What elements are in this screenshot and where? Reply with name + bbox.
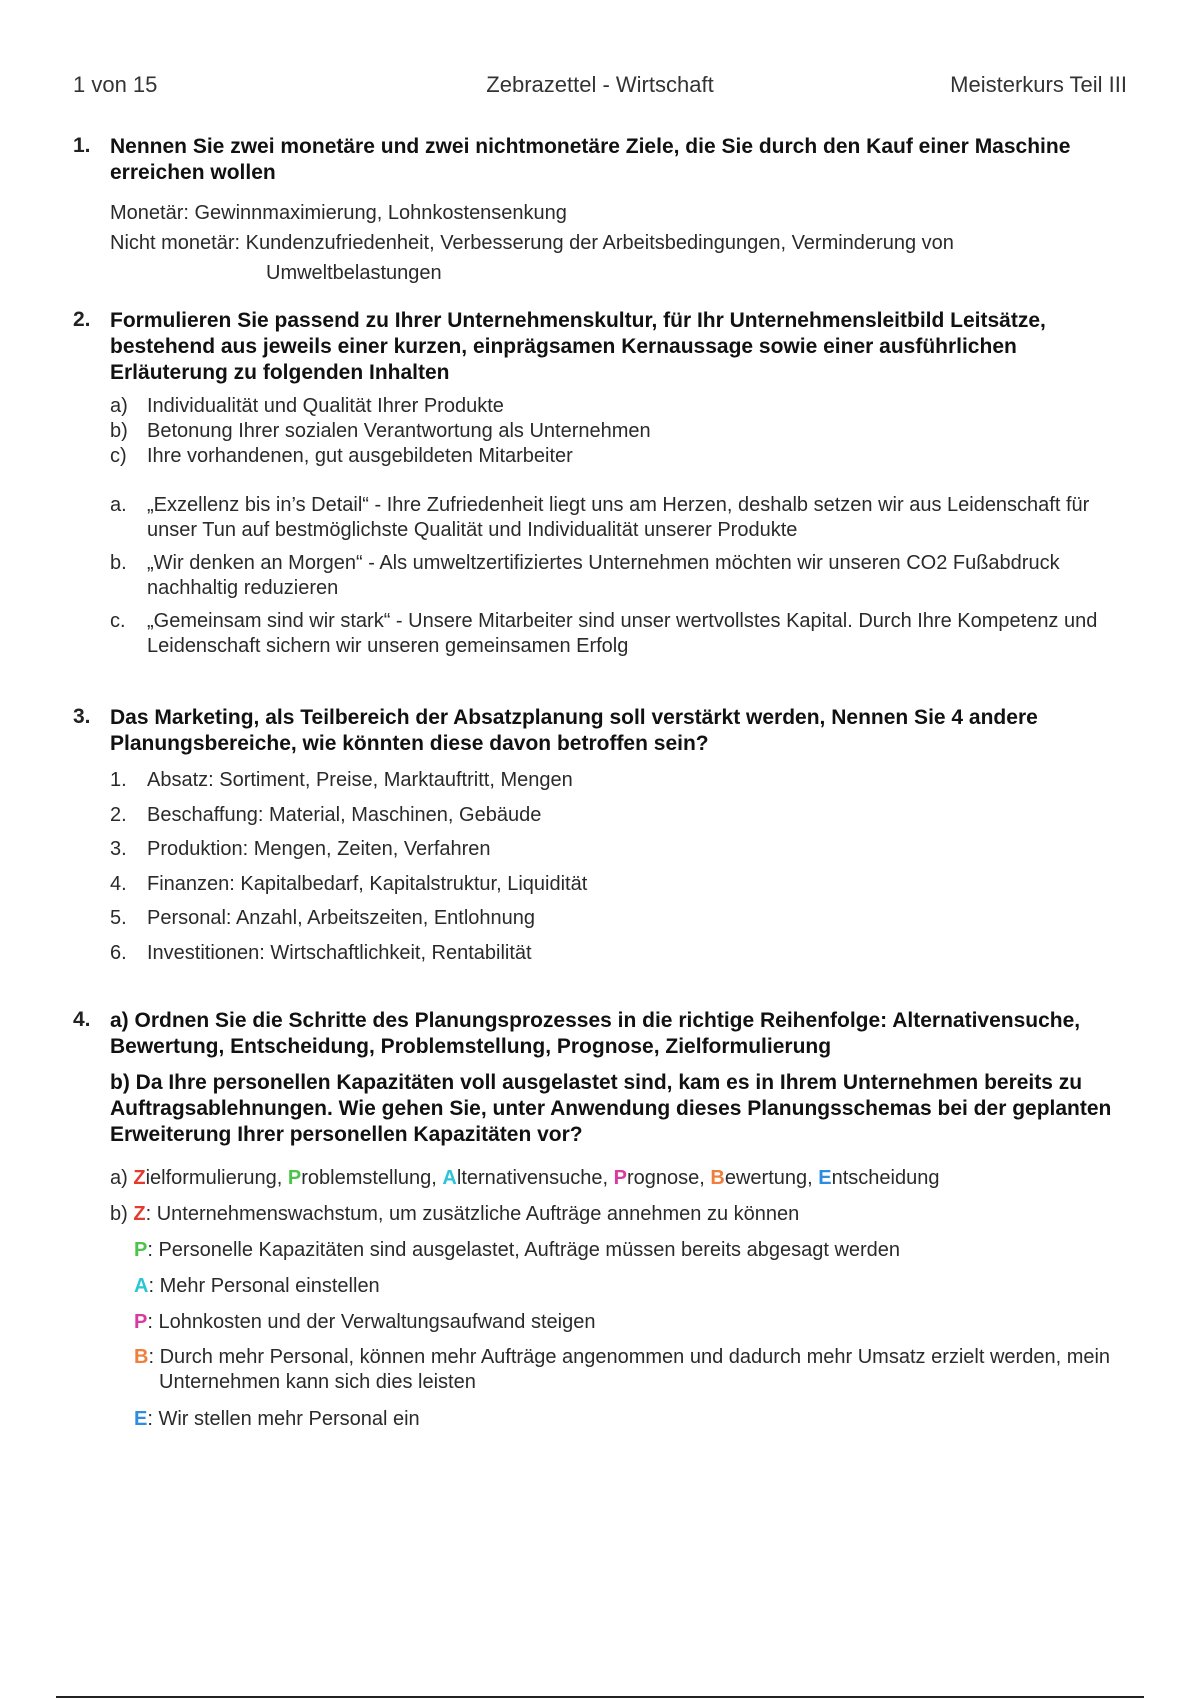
question-text-a: a) Ordnen Sie die Schritte des Planungsprozesses in die richtige Reihenfolge: Alternativensuche, Bewertung, Entscheidung, Problemstellung, Prognose, Zielformulierung	[110, 1009, 1081, 1058]
question-1	[73, 134, 1133, 288]
list-item: b) Betonung Ihrer sozialen Verantwortung als Unternehmen	[110, 420, 651, 442]
list-item: a. „Exzellenz bis in’s Detail“ - Ihre Zufriedenheit liegt uns am Herzen, deshalb setzen wir aus Leidenschaft für unser Tun auf bestmöglichste Qualität und Individualität unserer Produkte	[110, 494, 1090, 541]
answer-list	[110, 493, 1133, 659]
question-3	[73, 705, 1133, 970]
list-item: c. „Gemeinsam sind wir stark“ - Unsere Mitarbeiter sind unser wertvollstes Kapital. Durch Ihre Kompetenz und Leidenschaft sichern wir unseren gemeinsamen Erfolg	[110, 610, 1098, 657]
step-e: E: Wir stellen mehr Personal ein	[134, 1408, 420, 1430]
step-z: b) Z: Unternehmenswachstum, um zusätzliche Aufträge annehmen zu können	[110, 1203, 800, 1225]
question-number: 1.	[73, 134, 91, 157]
question-text: Nennen Sie zwei monetäre und zwei nichtmonetäre Ziele, die Sie durch den Kauf einer Maschine erreichen wollen	[110, 135, 1071, 184]
document-title: Zebrazettel - Wirtschaft	[486, 72, 714, 97]
question-number: 2.	[73, 308, 91, 331]
list-item: 3. Produktion: Mengen, Zeiten, Verfahren	[110, 838, 491, 860]
step-a: A: Mehr Personal einstellen	[134, 1275, 380, 1297]
list-item: 5. Personal: Anzahl, Arbeitszeiten, Entlohnung	[110, 907, 536, 929]
list-item: 1. Absatz: Sortiment, Preise, Marktauftritt, Mengen	[110, 769, 573, 791]
step-b: B: Durch mehr Personal, können mehr Aufträge angenommen und dadurch mehr Umsatz erzielt werden, mein Unternehmen kann sich dies leisten	[134, 1346, 1111, 1393]
list-item: 6. Investitionen: Wirtschaftlichkeit, Rentabilität	[110, 941, 532, 964]
planning-areas-list	[110, 763, 1133, 970]
course-name: Meisterkurs Teil III	[950, 72, 1127, 97]
list-item: b. „Wir denken an Morgen“ - Als umweltzertifiziertes Unternehmen möchten wir unseren CO2 Fußabdruck nachhaltig reduzieren	[110, 552, 1060, 599]
step-p: P: Personelle Kapazitäten sind ausgelastet, Aufträge müssen bereits abgesagt werden	[134, 1239, 901, 1261]
subquestion-list	[110, 394, 1133, 469]
step-prognose: P: Lohnkosten und der Verwaltungsaufwand steigen	[134, 1311, 596, 1333]
answer-b	[110, 1196, 1133, 1437]
question-text-b: b) Da Ihre personellen Kapazitäten voll ausgelastet sind, kam es in Ihrem Unternehmen bereits zu Auftragsablehnungen. Wie gehen Sie, unter Anwendung dieses Planungsschemas bei der geplanten Erweiterung Ihrer personellen Kapazitäten vor?	[110, 1071, 1112, 1146]
list-item: a) Individualität und Qualität Ihrer Produkte	[110, 395, 504, 417]
question-text: Das Marketing, als Teilbereich der Absatzplanung soll verstärkt werden, Nennen Sie 4 andere Planungsbereiche, wie könnten diese davon betroffen sein?	[110, 706, 1038, 755]
list-item: 4. Finanzen: Kapitalbedarf, Kapitalstruktur, Liquidität	[110, 872, 588, 895]
answer-monetary: Monetär: Gewinnmaximierung, Lohnkostensenkung	[110, 202, 567, 224]
answer-a: a) Zielformulierung, Problemstellung, Alternativensuche, Prognose, Bewertung, Entscheidung	[110, 1167, 940, 1189]
question-text: Formulieren Sie passend zu Ihrer Unternehmenskultur, für Ihr Unternehmensleitbild Leitsätze, bestehend aus jeweils einer kurzen, einprägsamen Kernaussage sowie einer ausführlichen Erläuterung zu folgenden Inhalten	[110, 309, 1046, 384]
list-item: c) Ihre vorhandenen, gut ausgebildeten Mitarbeiter	[110, 445, 573, 467]
question-number: 3.	[73, 705, 91, 728]
list-item: 2. Beschaffung: Material, Maschinen, Gebäude	[110, 803, 542, 826]
page-counter: 1 von 15	[73, 72, 158, 97]
question-2	[73, 308, 1133, 659]
answer-nonmonetary: Nicht monetär: Kundenzufriedenheit, Verbesserung der Arbeitsbedingungen, Verminderung von Umweltbelastungen	[110, 232, 954, 284]
answer	[110, 198, 1133, 288]
question-4	[73, 1008, 1133, 1437]
page-bottom-divider	[56, 1696, 1144, 1698]
question-number: 4.	[73, 1008, 91, 1031]
